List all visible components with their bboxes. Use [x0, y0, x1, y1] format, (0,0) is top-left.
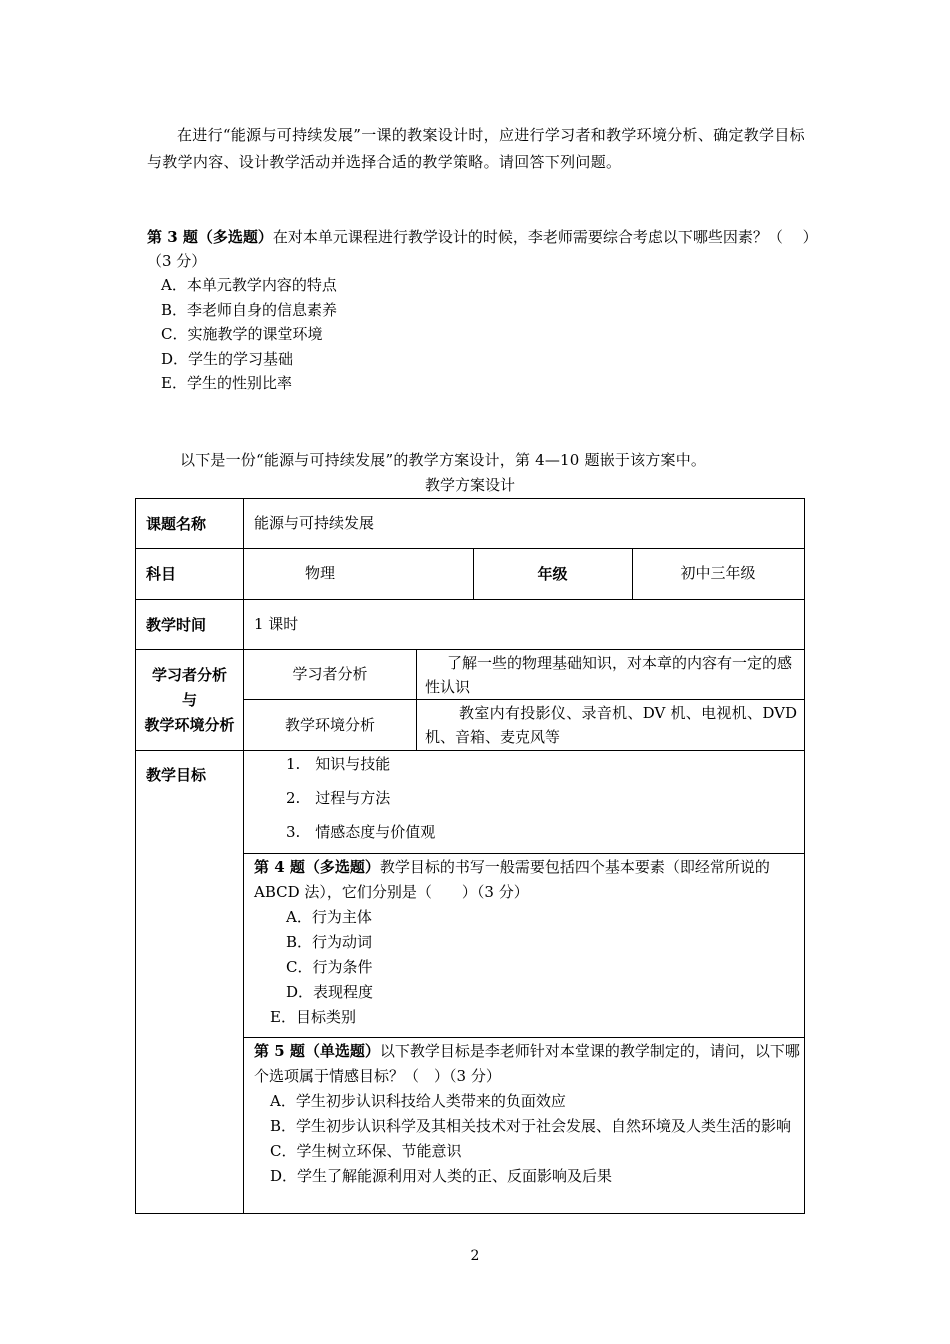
question-5-option-b: B．学生初步认识科学及其相关技术对于社会发展、自然环境及人类生活的影响 [270, 1117, 792, 1135]
env-value: 教室内有投影仪、录音机、DV 机、电视机、DVD 机、音箱、麦克风等 [425, 704, 797, 746]
question-4-label: 第 4 题（多选题） [254, 858, 380, 876]
page-number: 2 [470, 1248, 480, 1264]
question-4-option-b: B．行为动词 [286, 933, 373, 951]
question-3-option-e: E．学生的性别比率 [161, 374, 292, 392]
question-4-option-c: C．行为条件 [286, 958, 373, 976]
subject-value: 物理 [304, 564, 335, 582]
question-3-option-a: A．本单元教学内容的特点 [161, 276, 337, 294]
grade-value: 初中三年级 [680, 564, 756, 582]
time-label: 教学时间 [146, 615, 207, 634]
question-4 [254, 855, 800, 1035]
goal-item: 2. 过程与方法 [286, 789, 391, 807]
topic-value: 能源与可持续发展 [254, 513, 375, 532]
question-4-stem: 教学目标的书写一般需要包括四个基本要素（即经常所说的 ABCD 法），它们分别是（ ）（3 分） [254, 858, 770, 901]
env-label: 教学环境分析 [284, 715, 375, 734]
subject-label: 科目 [146, 565, 177, 583]
question-3-option-c: C．实施教学的课堂环境 [161, 325, 323, 343]
question-3 [147, 225, 827, 396]
question-3-option-b: B．李老师自身的信息素养 [161, 300, 338, 319]
goal-item: 1. 知识与技能 [286, 755, 391, 773]
question-5-label: 第 5 题（单选题） [254, 1042, 380, 1060]
question-3-label: 第 3 题（多选题） [147, 228, 273, 246]
question-4-option-a: A．行为主体 [286, 908, 372, 926]
goal-item: 3. 情感态度与价值观 [286, 823, 436, 841]
grade-label: 年级 [537, 565, 568, 583]
topic-label: 课题名称 [146, 514, 207, 533]
question-5-option-c: C．学生树立环保、节能意识 [270, 1142, 462, 1160]
table-title: 教学方案设计 [424, 476, 515, 494]
goals-label: 教学目标 [146, 766, 207, 784]
question-3-option-d: D．学生的学习基础 [161, 349, 294, 368]
learner-label: 学习者分析 [292, 665, 368, 683]
analysis-label: 学习者分析 与 教学环境分析 [144, 665, 235, 734]
question-3-stem: 在对本单元课程进行教学设计的时候，李老师需要综合考虑以下哪些因素？（ ）（3 分） [147, 228, 818, 270]
plan-lead-text: 以下是一份“能源与可持续发展”的教学方案设计，第 4—10 题嵌于该方案中。 [180, 451, 707, 469]
question-5-option-d: D．学生了解能源利用对人类的正、反面影响及后果 [270, 1167, 613, 1185]
goals-list [286, 750, 786, 853]
intro-paragraph: 在进行“能源与可持续发展”一课的教案设计时，应进行学习者和教学环境分析、确定教学目标与教学内容、设计教学活动并选择合适的教学策略。请回答下列问题。 [147, 126, 805, 171]
question-5 [254, 1039, 800, 1213]
question-5-stem: 以下教学目标是李老师针对本堂课的教学制定的，请问，以下哪个选项属于情感目标？（ ）（3 分） [254, 1042, 800, 1085]
time-value: 1 课时 [254, 614, 299, 633]
question-5-option-a: A．学生初步认识科技给人类带来的负面效应 [270, 1092, 566, 1110]
question-4-option-e: E．目标类别 [270, 1008, 356, 1026]
question-4-option-d: D．表现程度 [286, 983, 374, 1001]
learner-value: 了解一些的物理基础知识，对本章的内容有一定的感性认识 [425, 654, 793, 696]
